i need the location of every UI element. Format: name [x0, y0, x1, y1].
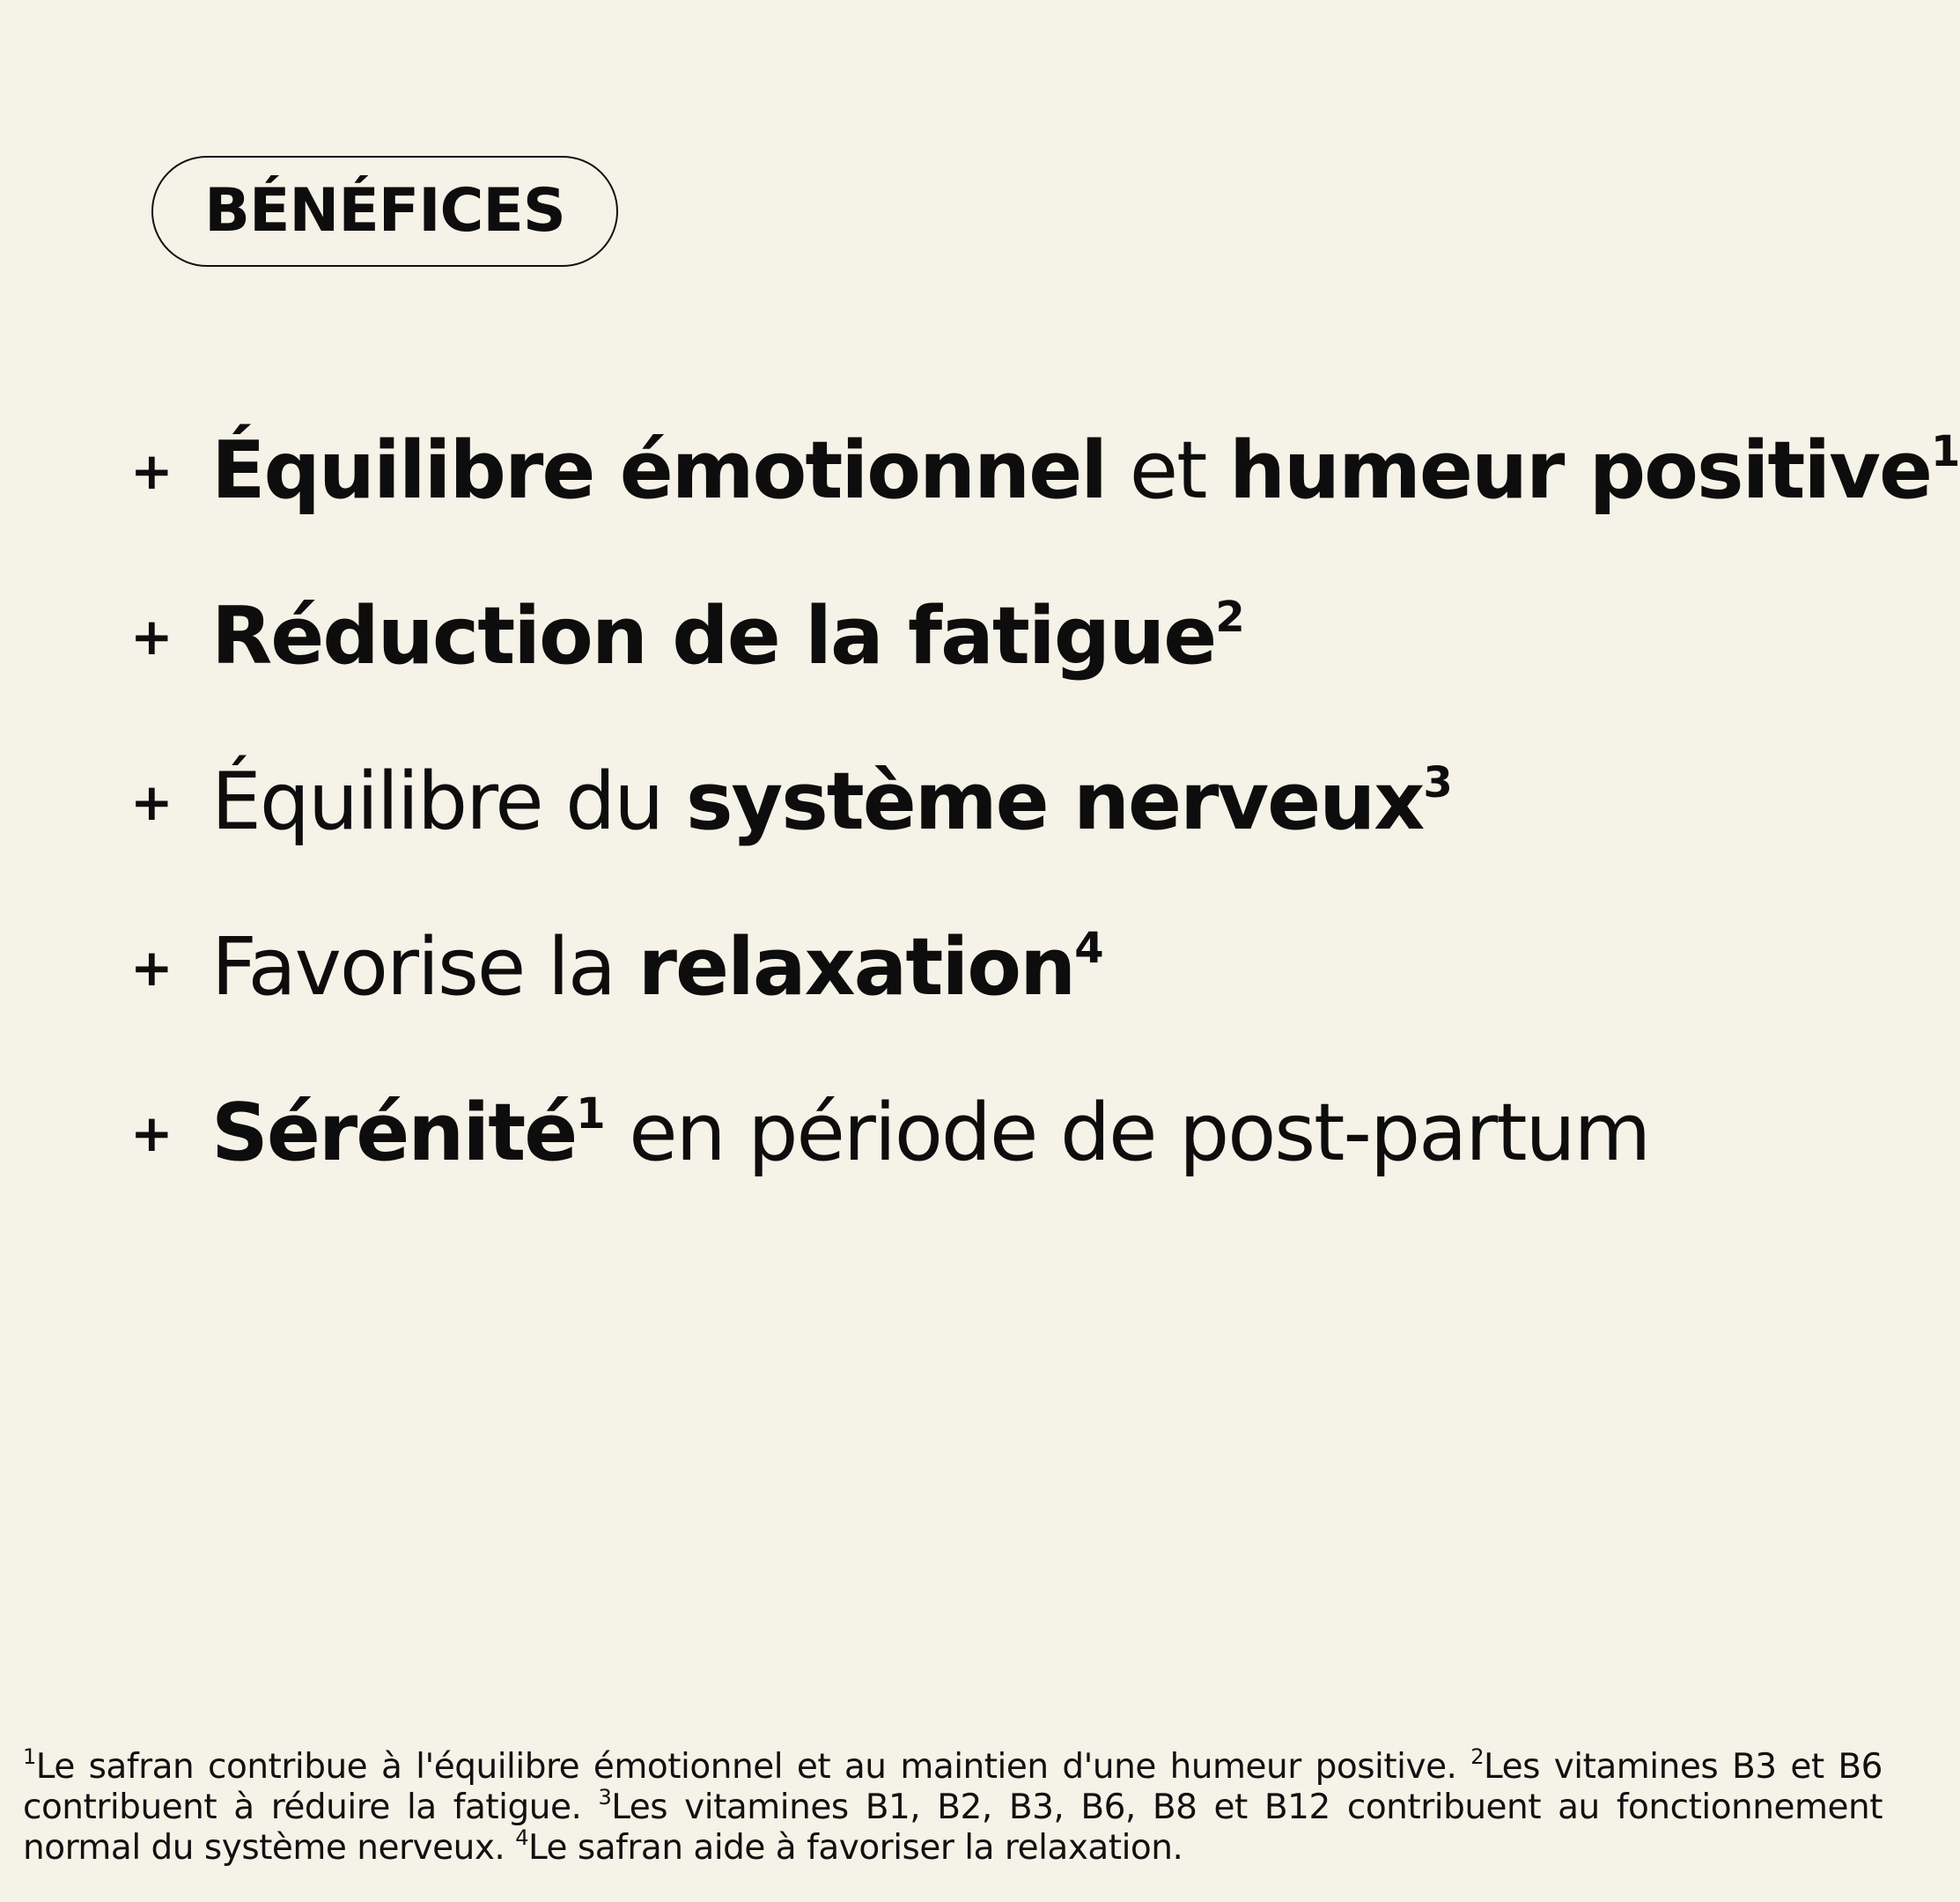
plus-icon: + [130, 441, 173, 501]
footnote-text: Le safran aide à favoriser la relaxation. [528, 1828, 1183, 1868]
benefit-text [211, 756, 1453, 848]
footnote-number: 4 [515, 1825, 528, 1850]
plus-icon: + [130, 607, 173, 667]
benefit-text [211, 1087, 1650, 1179]
benefit-text [211, 424, 1960, 517]
footnote-ref: 3 [1423, 758, 1453, 807]
benefit-text-regular: en période de post-partum [605, 1087, 1650, 1179]
benefit-text-bold: Réduction de la fatigue [211, 590, 1216, 682]
plus-icon: + [130, 938, 173, 998]
benefit-item-nervous-system [130, 745, 1453, 859]
footnote-ref: 4 [1074, 924, 1104, 973]
plus-icon: + [130, 772, 173, 832]
footnote-text: Les vitamines B1, B2, B3, B6, B8 et B12 contribuent au fonctionnement normal du système nerveux. [23, 1788, 1883, 1868]
footnote-number: 2 [1470, 1744, 1485, 1769]
benefit-text [211, 590, 1245, 682]
benefit-text-bold: Sérénité [211, 1087, 577, 1179]
benefit-item-emotional-balance [130, 414, 1960, 528]
footnote-ref: 1 [1931, 427, 1960, 476]
benefit-text-bold: relaxation [637, 921, 1075, 1014]
benefit-item-fatigue [130, 579, 1245, 694]
benefit-text-bold: Équilibre émotionnel [211, 424, 1107, 517]
benefit-text-regular: Équilibre du [211, 756, 686, 848]
benefit-item-serenity [130, 1076, 1649, 1191]
footnote-text: Les vitamines B3 et B6 contribuent à réduire la fatigue. [23, 1747, 1883, 1827]
footnote-ref: 1 [576, 1089, 606, 1139]
footnote-number: 3 [598, 1785, 612, 1810]
footnotes [23, 1744, 1883, 1869]
footnote-number: 1 [23, 1744, 36, 1769]
badge-label: BÉNÉFICES [204, 176, 565, 246]
benefit-text-bold: système nerveux [685, 756, 1424, 848]
benefit-text [211, 921, 1104, 1014]
benefit-text-bold: humeur positive [1228, 424, 1931, 517]
benefit-text-regular: Favorise la [211, 921, 638, 1014]
plus-icon: + [130, 1103, 173, 1163]
footnote-ref: 2 [1215, 593, 1245, 642]
footnote-text: Le safran contribue à l'équilibre émotionnel et au maintien d'une humeur positive. [35, 1747, 1471, 1787]
benefit-item-relaxation [130, 910, 1104, 1025]
benefit-text-regular: et [1106, 424, 1229, 517]
